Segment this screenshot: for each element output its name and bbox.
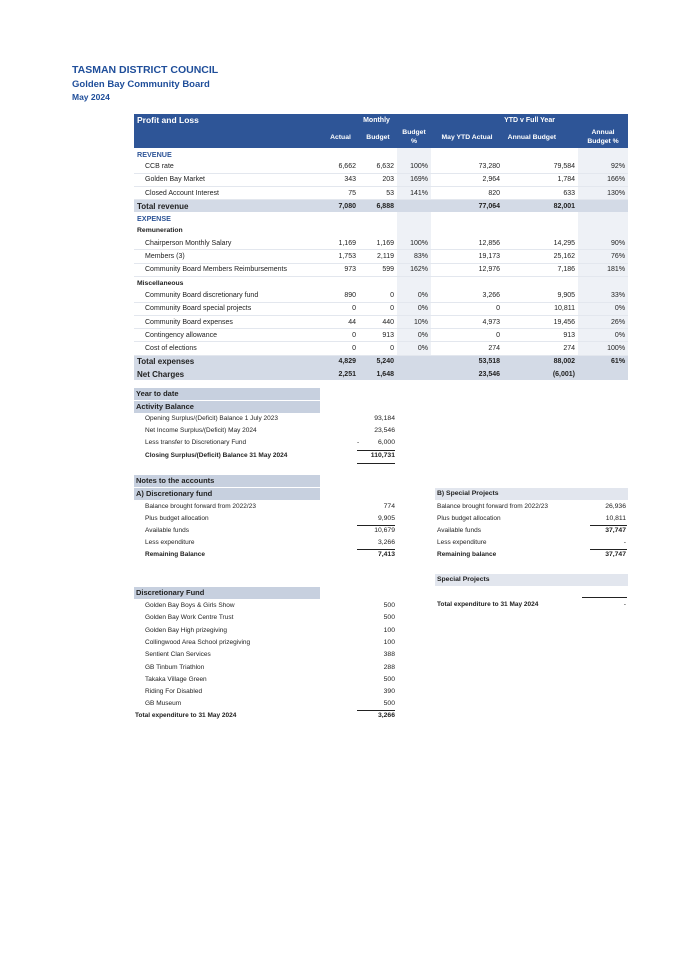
sp-remaining-label: Remaining balance [437,551,497,558]
period-title: May 2024 [72,92,110,102]
actual-cell: 1,753 [322,250,359,263]
table-row [134,329,628,342]
col-ytd-actual: May YTD Actual [431,126,503,148]
actual-cell: 973 [322,263,359,276]
notes-header: Notes to the accounts [134,475,320,487]
ytd-actual-cell: 73,280 [431,160,503,173]
ytd-actual-cell: 12,856 [431,237,503,250]
special-projects-header: B) Special Projects [435,488,628,500]
annual-budget-cell: 19,456 [503,315,578,328]
table-row [134,302,628,315]
sp-bf-value: 26,936 [605,503,626,510]
actual-cell: 890 [322,289,359,302]
table-row [134,250,628,263]
ytd-header: Year to date [134,388,320,400]
sp-avail-label: Available funds [437,527,481,534]
list-item-value: 100 [383,638,395,646]
ytd-actual-cell: 23,546 [431,368,503,380]
annual-budget-cell: 913 [503,329,578,342]
annual-pct-cell [578,200,628,213]
budget-cell: 0 [359,342,397,355]
disc-total-value: 3,266 [377,712,395,719]
disc-avail-value: 10,679 [374,527,395,534]
list-item-value: 288 [383,663,395,671]
sp-exp-label: Less expenditure [437,539,487,546]
divider [357,463,395,464]
budget-cell: 0 [359,302,397,315]
row-label: Contingency allowance [134,329,322,342]
annual-pct-cell: 100% [578,342,628,355]
disc-total-label: Total expenditure to 31 May 2024 [135,712,237,719]
disc-exp-value: 3,266 [377,539,395,546]
disc-bf-label: Balance brought forward from 2022/23 [145,503,256,510]
list-item-value: 390 [383,688,395,696]
actual-cell: 75 [322,186,359,199]
budget-pct-cell: 162% [397,263,431,276]
annual-budget-cell: 1,784 [503,173,578,186]
actual-cell: 0 [322,302,359,315]
total-row [134,368,628,380]
row-label: Total expenses [134,355,322,368]
annual-pct-cell: 33% [578,289,628,302]
row-label: REVENUE [137,149,172,159]
annual-budget-cell: 25,162 [503,250,578,263]
list-item-value: 500 [383,675,395,683]
budget-cell: 53 [359,186,397,199]
row-label: Golden Bay Market [134,173,322,186]
disc-alloc-label: Plus budget allocation [145,515,209,522]
closing-balance-label: Closing Surplus/(Deficit) Balance 31 May 2024 [145,452,288,459]
section-row [134,212,628,224]
ytd-actual-cell: 2,964 [431,173,503,186]
annual-pct-cell: 76% [578,250,628,263]
budget-pct-cell: 0% [397,342,431,355]
col-actual: Actual [322,126,359,148]
ytd-actual-cell: 820 [431,186,503,199]
annual-budget-cell: 88,002 [503,355,578,368]
total-row [134,355,628,368]
annual-budget-cell: 633 [503,186,578,199]
divider [582,597,627,598]
row-label: Remuneration [137,227,183,235]
annual-pct-cell: 0% [578,302,628,315]
annual-pct-cell: 61% [578,355,628,368]
section-row [134,276,628,289]
row-label: CCB rate [134,160,322,173]
special-projects-list-header: Special Projects [435,574,628,586]
actual-cell: 2,251 [322,368,359,380]
profit-loss-table [134,114,628,380]
ytd-actual-cell: 53,518 [431,355,503,368]
table-row [134,342,628,355]
list-item-label: Collingwood Area School prizegiving [145,638,251,646]
col-budget: Budget [359,126,397,148]
row-label: EXPENSE [137,214,171,224]
row-label: Members (3) [134,250,322,263]
closing-balance-value: 110,731 [370,452,395,459]
ytd-actual-cell: 12,976 [431,263,503,276]
list-item-label: Riding For Disabled [145,688,203,696]
ytd-actual-cell: 274 [431,342,503,355]
actual-cell: 7,080 [322,200,359,213]
ytd-group-header: YTD v Full Year [431,114,628,126]
list-item-label: Sentient Clan Services [145,651,211,659]
list-item-label: Takaka Village Green [145,675,207,683]
budget-cell: 203 [359,173,397,186]
sp-remaining-value: 37,747 [605,551,626,558]
annual-budget-cell: 82,001 [503,200,578,213]
budget-cell: 5,240 [359,355,397,368]
activity-balance-header: Activity Balance [134,401,320,413]
sp-exp-value: - [623,539,626,546]
annual-budget-cell: 10,811 [503,302,578,315]
budget-cell: 599 [359,263,397,276]
transfer-value: 6,000 [377,439,395,446]
actual-cell: 4,829 [322,355,359,368]
disc-exp-label: Less expenditure [145,539,195,546]
row-label: Community Board special projects [134,302,322,315]
annual-budget-cell: 79,584 [503,160,578,173]
actual-cell: 0 [322,342,359,355]
row-label: Community Board expenses [134,315,322,328]
budget-pct-cell: 100% [397,160,431,173]
budget-pct-cell: 10% [397,315,431,328]
table-row [134,315,628,328]
opening-balance-label: Opening Surplus/(Deficit) Balance 1 July 2023 [145,415,278,422]
budget-cell: 913 [359,329,397,342]
row-label: Community Board Members Reimbursements [134,263,322,276]
pl-title: Profit and Loss [134,114,322,126]
budget-pct-cell [397,200,431,213]
section-row [134,148,628,160]
sp-total-value: - [623,601,626,608]
budget-pct-cell: 100% [397,237,431,250]
table-row [134,289,628,302]
transfer-dash: - [357,439,360,446]
list-item-label: GB Tinbum Triathlon [145,663,205,671]
disc-alloc-value: 9,905 [377,515,395,522]
sp-avail-value: 37,747 [605,527,626,534]
row-label: Chairperson Monthly Salary [134,237,322,250]
actual-cell: 44 [322,315,359,328]
budget-cell: 6,632 [359,160,397,173]
row-label: Total revenue [134,200,322,213]
actual-cell: 6,662 [322,160,359,173]
budget-cell: 0 [359,289,397,302]
annual-budget-cell: 7,186 [503,263,578,276]
sp-alloc-value: 10,811 [605,515,626,522]
disc-bf-value: 774 [383,503,395,510]
col-budget-pct: Budget % [397,126,431,148]
discretionary-fund-list-header: Discretionary Fund [134,587,320,599]
disc-remaining-value: 7,413 [377,551,395,558]
budget-pct-cell: 83% [397,250,431,263]
annual-budget-cell: (6,001) [503,368,578,380]
annual-pct-cell: 181% [578,263,628,276]
discretionary-fund-header: A) Discretionary fund [134,488,320,500]
section-row [134,225,628,237]
list-item-value: 500 [383,614,395,622]
monthly-group-header: Monthly [322,114,431,126]
table-row [134,186,628,199]
table-row [134,173,628,186]
budget-cell: 2,119 [359,250,397,263]
ytd-actual-cell: 19,173 [431,250,503,263]
opening-balance-value: 93,184 [374,415,395,422]
actual-cell: 1,169 [322,237,359,250]
annual-pct-cell [578,368,628,380]
annual-pct-cell: 130% [578,186,628,199]
budget-cell: 1,169 [359,237,397,250]
transfer-label: Less transfer to Discretionary Fund [145,439,247,446]
sp-total-label: Total expenditure to 31 May 2024 [437,601,539,608]
budget-pct-cell [397,355,431,368]
sp-bf-label: Balance brought forward from 2022/23 [437,503,548,510]
col-annual-pct: Annual Budget % [578,126,628,148]
budget-pct-cell: 0% [397,289,431,302]
annual-pct-cell: 92% [578,160,628,173]
sp-alloc-label: Plus budget allocation [437,515,501,522]
row-label: Miscellaneous [137,279,184,287]
list-item-label: Golden Bay Boys & Girls Show [145,602,235,609]
ytd-actual-cell: 3,266 [431,289,503,302]
org-title: TASMAN DISTRICT COUNCIL [72,64,219,76]
row-label: Closed Account Interest [134,186,322,199]
budget-pct-cell: 0% [397,302,431,315]
ytd-actual-cell: 0 [431,329,503,342]
budget-pct-cell: 141% [397,186,431,199]
annual-pct-cell: 0% [578,329,628,342]
table-row [134,160,628,173]
total-row [134,200,628,213]
actual-cell: 0 [322,329,359,342]
board-title: Golden Bay Community Board [72,79,210,90]
list-item-value: 500 [383,602,395,609]
disc-avail-label: Available funds [145,527,189,534]
list-item-value: 500 [383,700,395,708]
list-item-label: Golden Bay Work Centre Trust [145,614,234,622]
budget-cell: 440 [359,315,397,328]
list-item-value: 388 [383,651,395,659]
list-item-label: GB Museum [145,700,182,708]
annual-pct-cell: 166% [578,173,628,186]
row-label: Community Board discretionary fund [134,289,322,302]
list-item-label: Golden Bay High prizegiving [145,626,228,634]
ytd-actual-cell: 77,064 [431,200,503,213]
budget-cell: 6,888 [359,200,397,213]
table-column-header-row [134,126,628,148]
list-item-value: 100 [383,626,395,634]
row-label: Net Charges [134,368,322,380]
budget-pct-cell [397,368,431,380]
budget-cell: 1,648 [359,368,397,380]
annual-pct-cell: 26% [578,315,628,328]
annual-budget-cell: 274 [503,342,578,355]
net-income-value: 23,546 [374,427,395,434]
annual-budget-cell: 9,905 [503,289,578,302]
annual-pct-cell: 90% [578,237,628,250]
actual-cell: 343 [322,173,359,186]
net-income-label: Net Income Surplus/(Deficit) May 2024 [145,427,257,434]
ytd-actual-cell: 0 [431,302,503,315]
budget-pct-cell: 0% [397,329,431,342]
budget-pct-cell: 169% [397,173,431,186]
ytd-actual-cell: 4,973 [431,315,503,328]
disc-remaining-label: Remaining Balance [145,551,205,558]
table-header-row [134,114,628,126]
row-label: Cost of elections [134,342,322,355]
col-annual-budget: Annual Budget [503,126,578,148]
table-row [134,237,628,250]
table-row [134,263,628,276]
annual-budget-cell: 14,295 [503,237,578,250]
